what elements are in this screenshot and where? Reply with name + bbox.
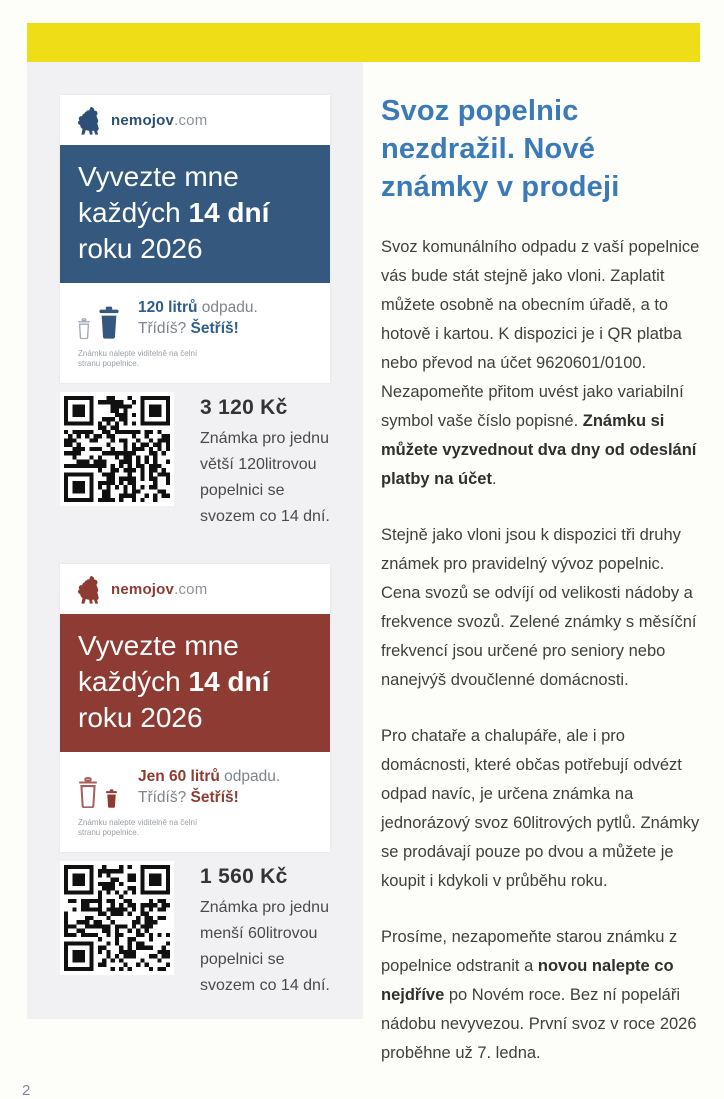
qr-price-row-60l — [60, 861, 330, 999]
qr-price-row-120l — [60, 392, 330, 530]
article-paragraph: Pro chataře a chalupáře, ale i pro domácnosti, které občas potřebují odvézt odpad navíc, je určena známka na jednorázový svoz 60litrových pytlů. Známky se prodávají pouze po dvou a můžete je koupit i kdykoli v průběhu roku. — [381, 727, 700, 890]
sticker-footer — [60, 752, 330, 852]
price-value: 3 120 Kč — [200, 396, 288, 419]
brand-suffix: .com — [174, 580, 208, 598]
sticker-card-120l — [60, 95, 330, 383]
banner-line-2: každých 14 dní — [78, 197, 270, 228]
article-column — [381, 62, 702, 1068]
sticker-caption: Známku nalepte viditelně na čelní stranu popelnice. — [78, 818, 198, 837]
banner-line-1: Vyvezte mne — [78, 630, 239, 661]
small-bin-filled-icon — [104, 789, 119, 808]
price-block — [200, 392, 330, 530]
banner-line-2: každých 14 dní — [78, 666, 270, 697]
volume-text: Jen 60 litrů odpadu. Třídíš? Šetříš! — [138, 768, 281, 806]
sticker-caption: Známku nalepte viditelně na čelní stranu popelnice. — [78, 349, 198, 368]
trash-bins-icon — [76, 306, 126, 339]
sticker-banner — [60, 145, 330, 283]
price-value: 1 560 Kč — [200, 865, 288, 888]
accent-bar — [27, 23, 700, 62]
sticker-header — [60, 95, 330, 145]
article-paragraph: Prosíme, nezapomeňte starou známku z popelnice odstranit a novou nalepte co nejdříve po Novém roce. Bez ní popeláři nádobu nevyvezou. První svoz v roce 2026 proběhne už 7. ledna. — [381, 928, 697, 1062]
lion-logo-icon — [74, 106, 101, 135]
content-columns — [27, 62, 702, 1068]
qr-code — [60, 392, 174, 506]
sticker-card-60l — [60, 564, 330, 852]
banner-line-1: Vyvezte mne — [78, 161, 239, 192]
large-bin-outline-icon — [76, 777, 100, 808]
price-description: Známka pro jednu větší 120litrovou popelnici se svozem co 14 dní. — [200, 430, 330, 525]
price-block — [200, 861, 330, 999]
brand-name: nemojov — [111, 580, 175, 598]
large-bin-filled-icon — [96, 306, 122, 339]
sticker-header — [60, 564, 330, 614]
top-margin — [0, 0, 724, 23]
sticker-banner — [60, 614, 330, 752]
lion-logo-icon — [74, 575, 101, 604]
volume-text: 120 litrů odpadu. Třídíš? Šetříš! — [138, 299, 258, 337]
price-description: Známka pro jednu menší 60litrovou popelnici se svozem co 14 dní. — [200, 899, 330, 994]
brand-suffix: .com — [174, 111, 208, 129]
qr-code — [60, 861, 174, 975]
banner-line-3: roku 2026 — [78, 233, 203, 264]
small-bin-outline-icon — [76, 318, 92, 339]
brand-text — [111, 581, 207, 598]
page-number: 2 — [22, 1082, 31, 1099]
trash-bins-icon — [76, 777, 126, 808]
brand-name: nemojov — [111, 111, 175, 129]
article-paragraph: Stejně jako vloni jsou k dispozici tři druhy známek pro pravidelný vývoz popelnic. Cena svozů se odvíjí od velikosti nádoby a frekvence svozů. Zelené známky s měsíční frekvencí jsou určené pro seniory nebo nanejvýš dvoučlenné domácnosti. — [381, 526, 697, 689]
brand-text — [111, 112, 207, 129]
sticker-footer — [60, 283, 330, 383]
stickers-panel — [27, 62, 363, 1019]
article-title: Svoz popelnic nezdražil. Nové známky v prodeji — [381, 95, 620, 203]
article-paragraph: Svoz komunálního odpadu z vaší popelnice vás bude stát stejně jako vloni. Zaplatit můžete osobně na obecním úřadě, a to hotově i kartou. K dispozici je i QR platba nebo převod na účet 9620601/0100. Nezapomeňte přitom uvést jako variabilní symbol vaše číslo popisné. Známku si můžete vyzvednout dva dny od odeslání platby na účet. — [381, 238, 700, 488]
banner-line-3: roku 2026 — [78, 702, 203, 733]
